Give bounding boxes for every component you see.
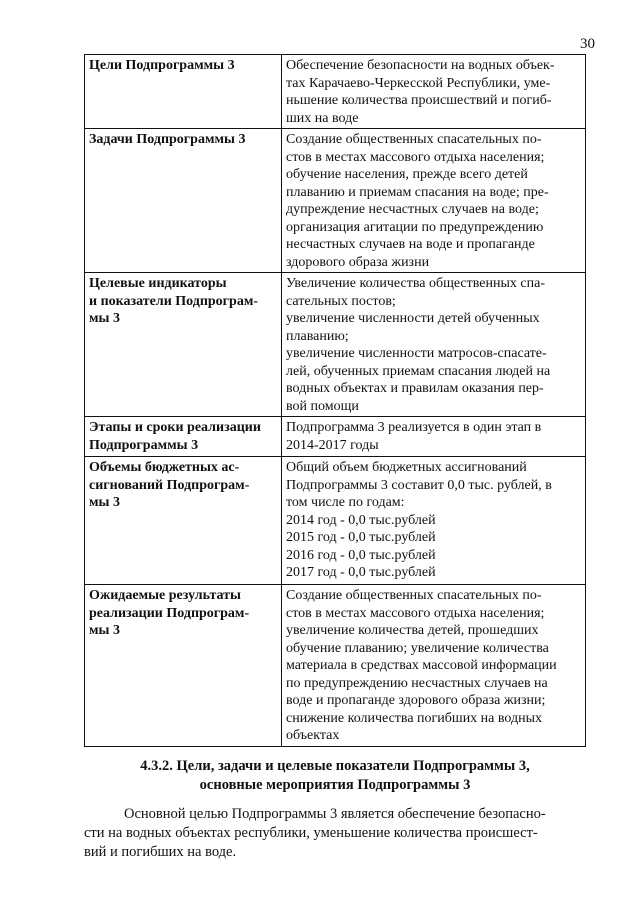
- row-label: Этапы и сроки реализации Подпрограммы 3: [85, 417, 282, 457]
- row-label: Ожидаемые результаты реализации Подпрограм- мы 3: [85, 585, 282, 747]
- table-row: [85, 55, 586, 129]
- body-paragraph: [84, 805, 586, 862]
- paragraph-line: Основной целью Подпрограммы 3 является обеспечение безопасно-: [124, 806, 546, 822]
- page-number: 30: [580, 36, 595, 52]
- row-value: Увеличение количества общественных спа- сательных постов; увеличение численности детей обученных плаванию; увеличение численности матросов-спасате- лей, обученных приемам спасания людей на водных объектах и правилам оказания пер- вой помощи: [282, 273, 586, 417]
- section-heading-line: 4.3.2. Цели, задачи и целевые показатели Подпрограммы 3,: [140, 758, 530, 774]
- row-label: Целевые индикаторы и показатели Подпрограм- мы 3: [85, 273, 282, 417]
- row-value: Подпрограмма 3 реализуется в один этап в 2014-2017 годы: [282, 417, 586, 457]
- table-row: [85, 585, 586, 747]
- paragraph-line: сти на водных объектах республики, уменьшение количества происшест-: [84, 825, 538, 841]
- subprogram-passport-table: [84, 54, 586, 747]
- section-heading-line: основные мероприятия Подпрограммы 3: [199, 777, 471, 793]
- table-row: [85, 129, 586, 273]
- row-value: Общий объем бюджетных ассигнований Подпрограммы 3 составит 0,0 тыс. рублей, в том числе по годам: 2014 год - 0,0 тыс.рублей 2015 год - 0,0 тыс.рублей 2016 год - 0,0 тыс.рублей 2017 год - 0,0 тыс.рублей: [282, 457, 586, 585]
- row-label: Цели Подпрограммы 3: [85, 55, 282, 129]
- row-value: Создание общественных спасательных по- стов в местах массового отдыха населения; обучение населения, прежде всего детей плаванию и приемам спасания на воде; пре- дупреждение несчастных случаев на воде; организация агитации по предупреждению несчастных случаев на воде и пропаганде здорового образа жизни: [282, 129, 586, 273]
- section-heading: [84, 757, 586, 795]
- row-label: Задачи Подпрограммы 3: [85, 129, 282, 273]
- table-row: [85, 273, 586, 417]
- row-value: Обеспечение безопасности на водных объек- тах Карачаево-Черкесской Республики, уме- ньшение количества происшествий и погиб- ших на воде: [282, 55, 586, 129]
- paragraph-line: вий и погибших на воде.: [84, 844, 237, 860]
- table-row: [85, 417, 586, 457]
- row-value: Создание общественных спасательных по- стов в местах массового отдыха населения; увеличение количества детей, прошедших обучение плаванию; увеличение количества материала в средствах массовой информации по предупреждению несчастных случаев на воде и пропаганде здорового образа жизни; снижение количества погибших на водных объектах: [282, 585, 586, 747]
- row-label: Объемы бюджетных ас- сигнований Подпрограм- мы 3: [85, 457, 282, 585]
- table-row: [85, 457, 586, 585]
